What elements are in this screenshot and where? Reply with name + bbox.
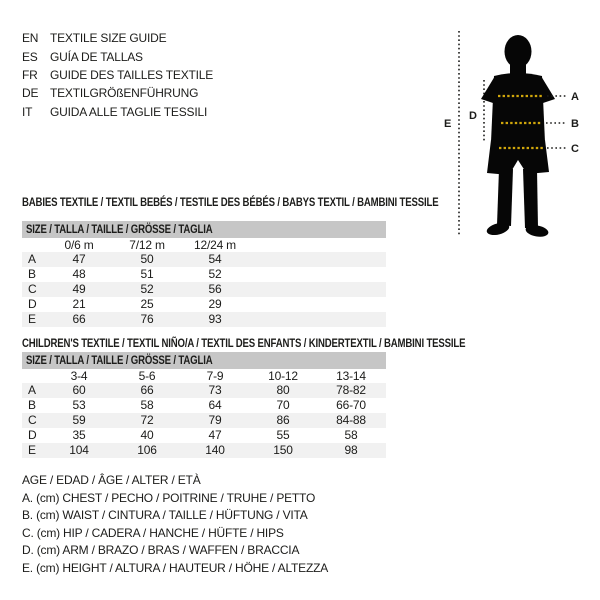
table-row [22, 282, 386, 297]
cell: 52 [208, 267, 222, 281]
language-row [22, 103, 213, 121]
language-row [22, 66, 213, 84]
cell: 79 [208, 413, 222, 427]
row-label: E [28, 443, 36, 457]
column-header: 7/12 m [129, 238, 165, 252]
cell: 58 [344, 428, 358, 442]
cell: 25 [140, 297, 154, 311]
cell: 98 [344, 443, 358, 457]
table-row [22, 297, 386, 312]
table-row [22, 413, 386, 428]
table-row [22, 443, 386, 458]
language-code: ES [22, 49, 38, 64]
table-row [22, 267, 386, 282]
language-code: FR [22, 67, 38, 82]
cell: 48 [72, 267, 86, 281]
cell: 51 [140, 267, 154, 281]
table-row [22, 312, 386, 327]
row-label: D [28, 428, 37, 442]
language-label: GUÍA DE TALLAS [50, 49, 143, 64]
cell: 56 [208, 282, 222, 296]
language-code: DE [22, 86, 39, 101]
figure-label-a: A [571, 91, 579, 103]
cell: 49 [72, 282, 86, 296]
row-label: A [28, 252, 36, 266]
cell: 140 [205, 443, 225, 457]
figure-label-e: E [444, 118, 452, 130]
language-label: TEXTILE SIZE GUIDE [50, 31, 167, 46]
row-label: B [28, 267, 36, 281]
cell: 72 [140, 413, 154, 427]
language-label: GUIDA ALLE TAGLIE TESSILI [50, 104, 208, 119]
cell: 106 [137, 443, 157, 457]
cell: 73 [208, 383, 222, 397]
cell: 60 [72, 383, 86, 397]
row-label: B [28, 398, 36, 412]
row-label: D [28, 297, 37, 311]
table-row [22, 398, 386, 413]
size-header-bar [22, 221, 386, 238]
size-header-label: SIZE / TALLA / TAILLE / GRÖSSE / TAGLIA [26, 222, 213, 236]
row-label-spacer [22, 238, 45, 252]
cell: 66 [72, 312, 86, 326]
cell: 80 [276, 383, 290, 397]
column-header: 13-14 [336, 369, 366, 383]
silhouette-shorts [487, 140, 549, 175]
legend-line-waist: B. (cm) WAIST / CINTURA / TAILLE / HÜFTUNG / VITA [22, 508, 308, 523]
figure-label-d: D [469, 110, 477, 122]
cell: 86 [276, 413, 290, 427]
row-label: C [28, 413, 37, 427]
cell: 29 [208, 297, 222, 311]
cell: 70 [276, 398, 290, 412]
cell: 78-82 [336, 383, 366, 397]
cell: 104 [69, 443, 89, 457]
column-header: 10-12 [268, 369, 298, 383]
column-header: 0/6 m [64, 238, 94, 252]
cell: 59 [72, 413, 86, 427]
cell: 150 [273, 443, 293, 457]
row-label: C [28, 282, 37, 296]
measurement-legend [22, 472, 328, 578]
cell: 55 [276, 428, 290, 442]
cell: 66 [140, 383, 154, 397]
table-row [22, 428, 386, 443]
babies-size-table [22, 221, 386, 327]
language-code: EN [22, 31, 39, 46]
children-size-table [22, 352, 386, 458]
cell: 50 [140, 252, 154, 266]
cell: 53 [72, 398, 86, 412]
cell: 52 [140, 282, 154, 296]
cell: 47 [208, 428, 222, 442]
language-row [22, 47, 213, 65]
table-row [22, 252, 386, 267]
table-row [22, 383, 386, 398]
legend-line-hip: C. (cm) HIP / CADERA / HANCHE / HÜFTE / HIPS [22, 525, 284, 540]
cell: 66-70 [336, 398, 366, 412]
legend-line-arm: D. (cm) ARM / BRAZO / BRAS / WAFFEN / BRACCIA [22, 543, 300, 558]
cell: 47 [72, 252, 86, 266]
row-label-spacer [22, 369, 45, 383]
cell: 64 [208, 398, 222, 412]
figure-label-b: B [571, 118, 579, 130]
language-row [22, 84, 213, 102]
legend-line-height: E. (cm) HEIGHT / ALTURA / HAUTEUR / HÖHE / ALTEZZA [22, 560, 329, 575]
legend-line-age: AGE / EDAD / ÂGE / ALTER / ETÀ [22, 473, 201, 487]
children-column-headers [22, 369, 386, 383]
cell: 40 [140, 428, 154, 442]
language-row [22, 29, 213, 47]
babies-section-title-text: BABIES TEXTILE / TEXTIL BEBÉS / TESTILE DES BÉBÉS / BABYS TEXTIL / BAMBINI TESSILE [22, 195, 439, 209]
row-label: E [28, 312, 36, 326]
children-section-title [22, 336, 576, 350]
cell: 35 [72, 428, 86, 442]
column-header: 12/24 m [194, 238, 236, 252]
language-list [22, 29, 213, 121]
figure-label-c: C [571, 143, 579, 155]
silhouette-neck [510, 61, 526, 75]
column-header: 7-9 [206, 369, 224, 383]
babies-section-title [22, 195, 543, 209]
column-header: 5-6 [138, 369, 156, 383]
legend-line-chest: A. (cm) CHEST / PECHO / POITRINE / TRUHE / PETTO [22, 490, 316, 505]
language-label: GUIDE DES TAILLES TEXTILE [50, 67, 214, 82]
cell: 84-88 [336, 413, 366, 427]
cell: 21 [72, 297, 86, 311]
size-header-label: SIZE / TALLA / TAILLE / GRÖSSE / TAGLIA [26, 353, 213, 367]
cell: 76 [140, 312, 154, 326]
cell: 54 [208, 252, 222, 266]
row-label: A [28, 383, 36, 397]
cell: 58 [140, 398, 154, 412]
babies-column-headers [22, 238, 386, 252]
size-header-bar [22, 352, 386, 369]
cell: 93 [208, 312, 222, 326]
children-section-title-text: CHILDREN'S TEXTILE / TEXTIL NIÑO/A / TEXTIL DES ENFANTS / KINDERTEXTIL / BAMBINI TESSILE [22, 336, 466, 350]
column-header: 3-4 [70, 369, 88, 383]
language-label: TEXTILGRÖßENFÜHRUNG [50, 86, 199, 101]
language-code: IT [22, 104, 33, 119]
